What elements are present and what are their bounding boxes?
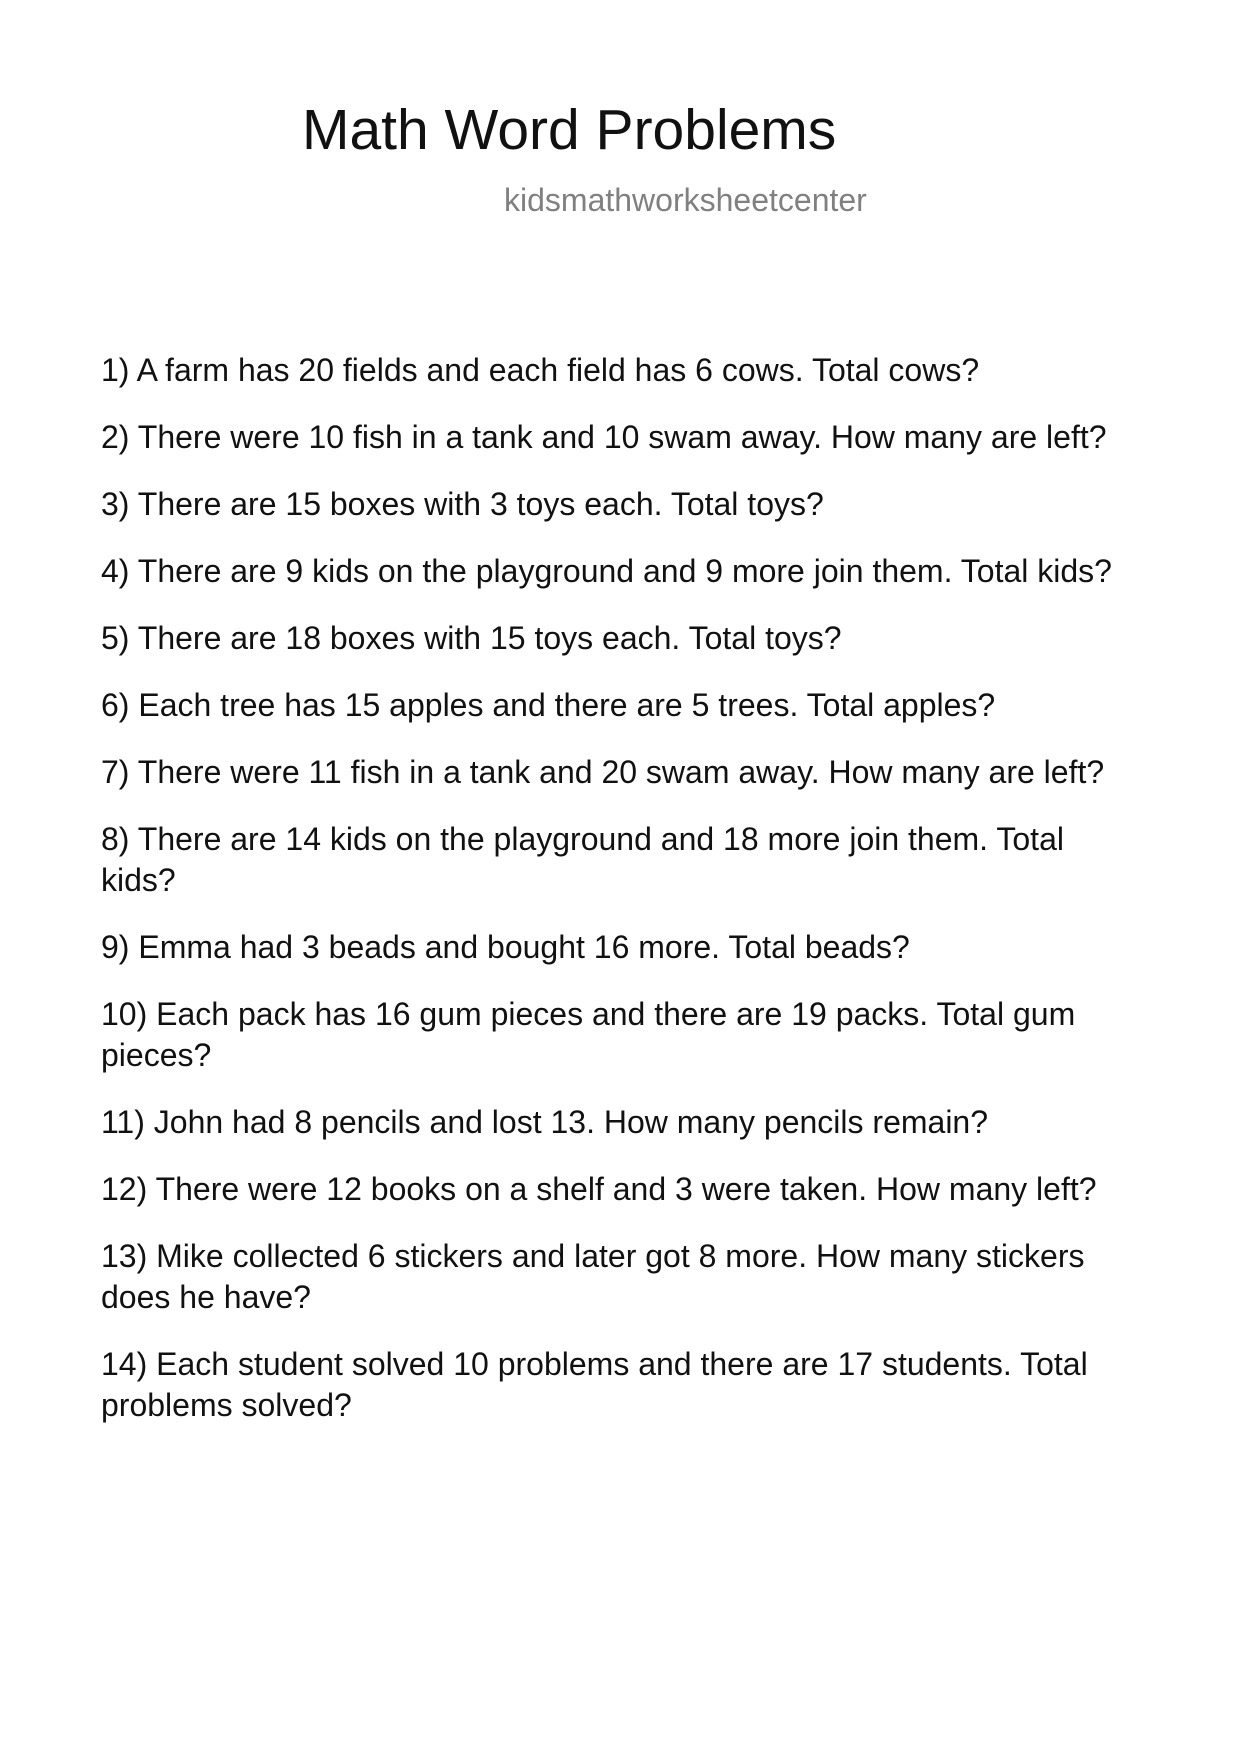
problem-item-1: 1) A farm has 20 fields and each field has 6 cows. Total cows? (101, 352, 980, 388)
problem-item-10: 10) Each pack has 16 gum pieces and there are 19 packs. Total gum pieces? (101, 996, 1076, 1073)
problem-item-5: 5) There are 18 boxes with 15 toys each. Total toys? (101, 620, 842, 656)
problem-item-4: 4) There are 9 kids on the playground and 9 more join them. Total kids? (101, 553, 1112, 589)
problem-item-9: 9) Emma had 3 beads and bought 16 more. Total beads? (101, 929, 910, 965)
page-subtitle: kidsmathworksheetcenter (504, 182, 867, 218)
problem-item-12: 12) There were 12 books on a shelf and 3 were taken. How many left? (101, 1171, 1097, 1207)
problem-item-7: 7) There were 11 fish in a tank and 20 swam away. How many are left? (101, 754, 1105, 790)
problem-item-3: 3) There are 15 boxes with 3 toys each. Total toys? (101, 486, 824, 522)
problem-item-13: 13) Mike collected 6 stickers and later got 8 more. How many stickers does he have? (101, 1238, 1085, 1315)
problem-item-6: 6) Each tree has 15 apples and there are 5 trees. Total apples? (101, 687, 996, 723)
problem-item-14: 14) Each student solved 10 problems and there are 17 students. Total problems solved? (101, 1346, 1088, 1423)
problem-item-8: 8) There are 14 kids on the playground and 18 more join them. Total kids? (101, 821, 1064, 898)
problem-list (101, 350, 1141, 1452)
page-title: Math Word Problems (302, 98, 837, 162)
problem-item-11: 11) John had 8 pencils and lost 13. How many pencils remain? (101, 1104, 989, 1140)
problem-item-2: 2) There were 10 fish in a tank and 10 swam away. How many are left? (101, 419, 1107, 455)
